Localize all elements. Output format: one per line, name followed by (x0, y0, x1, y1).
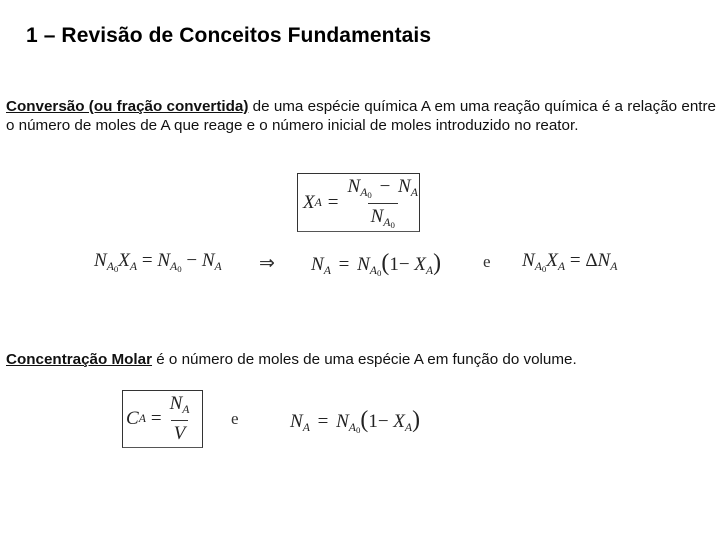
symbol-v: V (173, 422, 186, 444)
connector-e: e (231, 409, 239, 428)
symbol-x: X (303, 192, 315, 213)
symbol-n: N (336, 411, 349, 432)
symbol-c: C (126, 408, 139, 429)
conversion-term: Conversão (ou fração convertida) (6, 98, 249, 115)
sub-a0 (107, 260, 119, 273)
molar-concentration-term: Concentração Molar (6, 351, 153, 368)
delta-symbol: Δ (585, 250, 598, 271)
symbol-x: X (546, 250, 558, 271)
sub-a: A (404, 421, 413, 435)
fraction (345, 176, 421, 230)
left-paren: ( (360, 407, 369, 433)
right-paren: ) (433, 250, 441, 276)
sub-a: A (557, 260, 566, 274)
sub-a: A (610, 260, 618, 274)
molar-concentration-text: é o número de moles de uma espécie A em função do volume. (152, 351, 577, 368)
equals-sign: = (150, 408, 162, 429)
connector-e: e (483, 252, 491, 271)
symbol-n: N (201, 250, 215, 271)
conversion-formula (303, 176, 421, 230)
symbol-n: N (347, 176, 361, 198)
denominator (171, 420, 189, 445)
minus-sign: − (379, 176, 391, 198)
symbol-n: N (311, 254, 324, 275)
concentration-formula (126, 391, 192, 447)
fraction (167, 393, 193, 444)
sub-a: A (323, 264, 331, 278)
symbol-n: N (357, 254, 370, 275)
sub-a0 (370, 264, 382, 277)
concentration-formula-box (122, 390, 203, 448)
sub-zero: 0 (541, 264, 547, 275)
equals-sign: = (338, 254, 350, 275)
sub-a: A (138, 412, 146, 425)
slide-title: 1 – Revisão de Conceitos Fundamentais (26, 24, 432, 47)
sub-zero: 0 (367, 190, 372, 201)
symbol-n: N (370, 205, 384, 227)
equation-na0-xa-delta (522, 250, 617, 274)
numerator (167, 393, 193, 419)
sub-zero: 0 (355, 425, 361, 436)
minus-sign: − (377, 411, 389, 432)
symbol-n: N (94, 250, 107, 271)
symbol-x: X (393, 411, 405, 432)
sub-a: A (106, 260, 114, 274)
equals-sign: = (327, 192, 339, 213)
equals-sign: = (569, 250, 581, 271)
sub-a0 (383, 216, 395, 229)
sub-a: A (182, 403, 190, 417)
right-paren: ) (412, 407, 420, 433)
symbol-x: X (414, 254, 426, 275)
sub-a: A (129, 260, 138, 274)
sub-a: A (302, 421, 310, 435)
sub-a: A (214, 260, 222, 274)
conversion-definition (6, 97, 716, 135)
conversion-definition-text: de uma espécie química A em uma reação química é a relação entre o número de moles de A que reage e o número inicial de moles introduzido no reator. (6, 98, 716, 134)
sub-a0 (360, 186, 372, 199)
sub-a: A (314, 196, 322, 209)
minus-sign: − (398, 254, 410, 275)
sub-a: A (410, 186, 418, 200)
sub-a: A (534, 260, 542, 274)
symbol-x: X (118, 250, 130, 271)
symbol-n: N (398, 176, 411, 198)
sub-a: A (425, 264, 434, 278)
denominator (368, 203, 398, 230)
symbol-n: N (597, 250, 611, 271)
symbol-n: N (157, 250, 170, 271)
sub-a0 (170, 260, 182, 273)
numerator (345, 176, 421, 202)
minus-sign: − (186, 250, 198, 271)
symbol-n: N (290, 411, 303, 432)
sub-zero: 0 (390, 219, 395, 230)
sub-a: A (369, 264, 377, 278)
symbol-n: N (169, 393, 183, 415)
sub-zero: 0 (113, 264, 119, 275)
equals-sign: = (141, 250, 153, 271)
sub-a0 (535, 260, 547, 273)
conversion-formula-box (297, 173, 420, 232)
equation-na-na0-1-xa-2 (290, 407, 420, 435)
symbol-n: N (522, 250, 535, 271)
sub-a: A (170, 260, 178, 274)
sub-a: A (360, 186, 368, 200)
digit-one: 1 (368, 411, 378, 432)
equation-na0-xa (94, 250, 222, 274)
digit-one: 1 (389, 254, 399, 275)
sub-zero: 0 (376, 268, 382, 279)
sub-a: A (348, 421, 356, 435)
sub-zero: 0 (177, 264, 182, 275)
molar-concentration-definition (6, 351, 577, 368)
equals-sign: = (317, 411, 329, 432)
left-paren: ( (381, 250, 390, 276)
equation-na-na0-1-xa (311, 250, 441, 278)
sub-a0 (349, 421, 361, 434)
sub-a: A (383, 215, 391, 229)
implies-arrow-icon: ⇒ (259, 252, 275, 274)
